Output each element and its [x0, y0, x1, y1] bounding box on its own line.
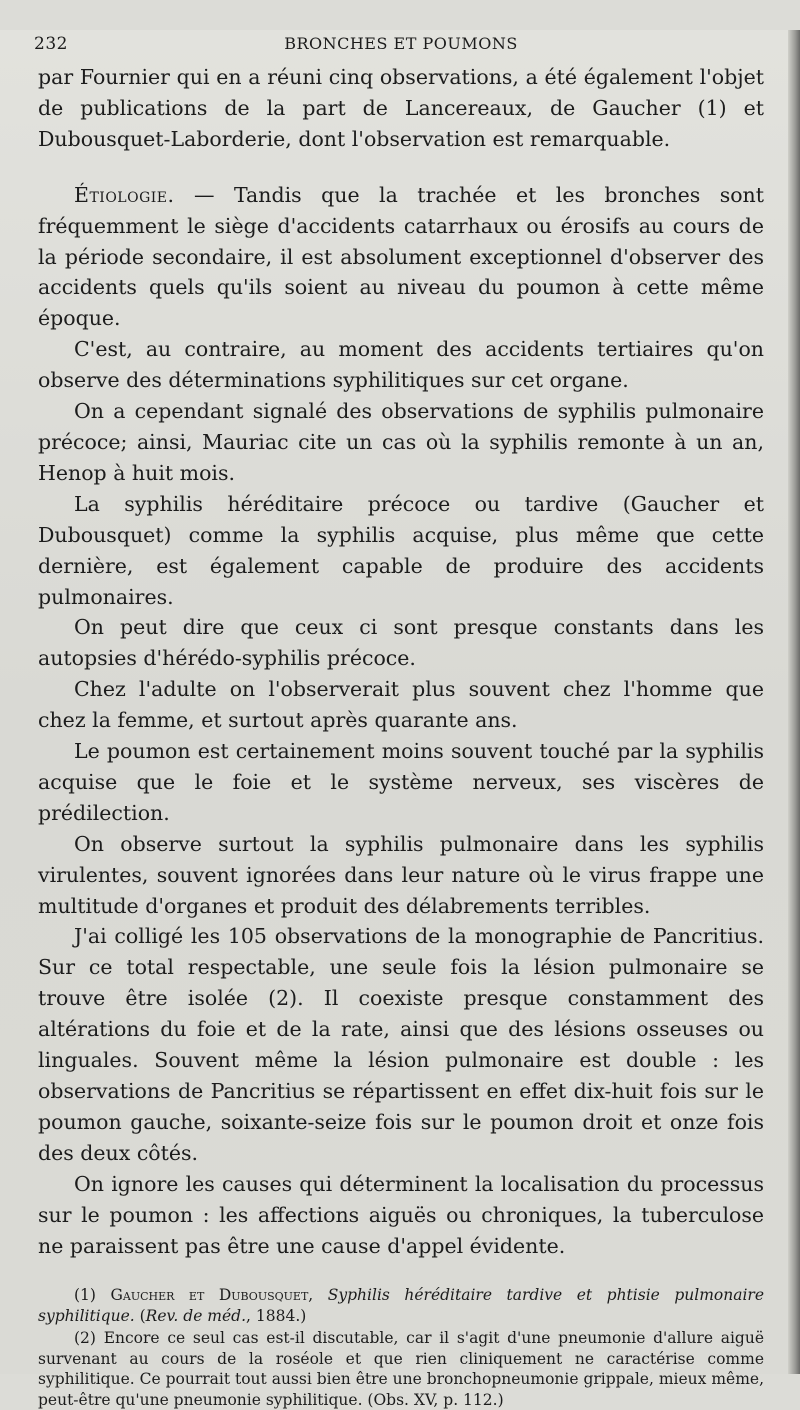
body-text: [38, 62, 764, 1261]
paragraph: La syphilis héréditaire précoce ou tardive (Gaucher et Dubousquet) comme la syphilis acquise, plus même que cette dernière, est également capable de produire des accidents pulmonaires.: [38, 491, 764, 609]
footnote-2: [38, 1328, 764, 1410]
footnote-ref-open: (: [134, 1306, 146, 1325]
page-number: 232: [34, 34, 68, 54]
footnote-journal: Rev. de méd.: [145, 1306, 247, 1325]
footnote-text: Encore ce seul cas est-il discutable, car il s'agit d'une pneumonie d'allure aiguë survenant au cours de la roséole et que rien cliniquement ne caractérise comme syphilitique. Ce pourrait tout aussi bien être une bronchopneumonie grippale, mieux même, peut-être qu'une pneumonie syphilitique. (Obs. XV, p. 112.): [38, 1329, 765, 1409]
footnote-authors: Gaucher et Dubousquet,: [110, 1286, 314, 1305]
page-edge-shadow: [788, 30, 800, 1374]
footnote-number: (1): [74, 1286, 96, 1305]
paragraph: On observe surtout la syphilis pulmonaire dans les syphilis virulentes, souvent ignorées dans leur nature où le virus frappe une multitude d'organes et produit des délabrements terribles.: [38, 831, 764, 918]
paragraph: On peut dire que ceux ci sont presque constants dans les autopsies d'hérédo-syphilis précoce.: [38, 615, 764, 671]
footnote-number: (2): [74, 1329, 96, 1348]
section-heading-etiologie: Étiologie.: [74, 182, 175, 207]
running-title: BRONCHES ET POUMONS: [284, 34, 518, 53]
footnote-1: [38, 1285, 764, 1326]
paragraph: J'ai colligé les 105 observations de la monographie de Pancritius. Sur ce total respectable, une seule fois la lésion pulmonaire se trouve être isolée (2). Il coexiste presque constamment des altérations du foie et de la rate, ainsi que des lésions osseuses ou linguales. Souvent même la lésion pulmonaire est double : les observations de Pancritius se répartissent en effet dix-huit fois sur le poumon gauche, soixante-seize fois sur le poumon droit et onze fois des deux côtés.: [38, 924, 764, 1165]
footnote-ref-close: , 1884.): [246, 1306, 307, 1325]
etiology-text: — Tandis que la trachée et les bronches sont fréquemment le siège d'accidents catarrhaux ou érosifs au cours de la période secondaire, il est absolument exceptionnel d'observer des accidents quels qu'ils soient au niveau du poumon à cette même époque.: [38, 182, 764, 331]
page-header: [34, 30, 764, 62]
paragraph: C'est, au contraire, au moment des accidents tertiaires qu'on observe des déterminations syphilitiques sur cet organe.: [38, 337, 764, 393]
paragraph: On a cependant signalé des observations de syphilis pulmonaire précoce; ainsi, Mauriac cite un cas où la syphilis remonte à un an, Henop à huit mois.: [38, 399, 764, 485]
footnotes: [38, 1285, 764, 1410]
paragraph: On ignore les causes qui déterminent la localisation du processus sur le poumon : les affections aiguës ou chroniques, la tuberculose ne paraissent pas être une cause d'appel évidente.: [38, 1171, 764, 1258]
paragraph: Chez l'adulte on l'observerait plus souvent chez l'homme que chez la femme, et surtout après quarante ans.: [38, 677, 764, 733]
paragraph: Le poumon est certainement moins souvent touché par la syphilis acquise que le foie et le système nerveux, ses viscères de prédilection.: [38, 739, 764, 825]
paragraph-continued: par Fournier qui en a réuni cinq observations, a été également l'objet de publications de la part de Lancereaux, de Gaucher (1) et Dubousquet-Laborderie, dont l'observation est remarquable.: [38, 65, 764, 151]
footnote-title: Syphilis héréditaire tardive et phtisie pulmonaire syphilitique.: [38, 1286, 764, 1325]
book-page: [0, 30, 800, 1409]
paragraph-etiology: [38, 180, 764, 335]
